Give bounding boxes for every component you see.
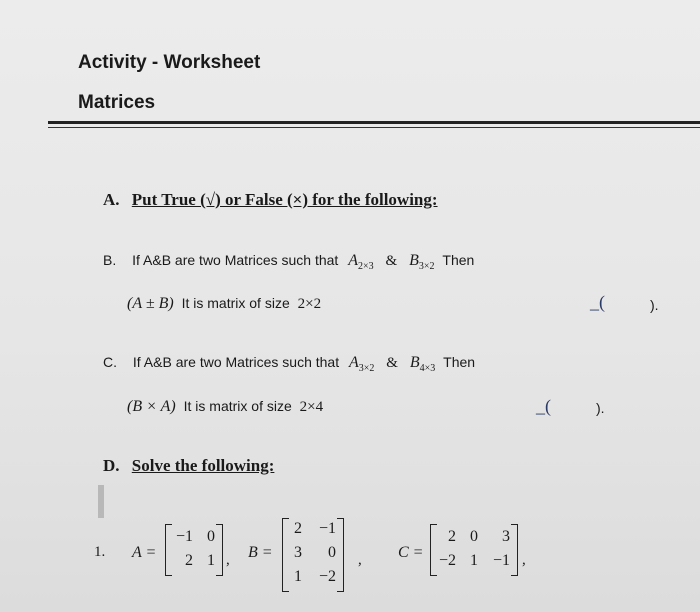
section-c-m1: A xyxy=(348,354,359,371)
section-b-size-text: It is matrix of size xyxy=(181,295,290,311)
section-c-m2: B xyxy=(409,354,420,371)
section-c-then: Then xyxy=(443,354,476,370)
matrix-b-cell: 2 xyxy=(294,520,302,537)
matrix-b-cell: −1 xyxy=(318,520,336,537)
matrix-c-cell: 3 xyxy=(502,528,510,545)
page-subtitle: Matrices xyxy=(78,92,156,113)
matrix-c-cell: 1 xyxy=(470,552,478,569)
matrix-b-cell: 1 xyxy=(294,568,302,585)
page-title: Activity - Worksheet xyxy=(78,52,261,73)
section-b-amp: & xyxy=(385,253,398,269)
matrix-c xyxy=(430,524,518,576)
section-b-question xyxy=(103,252,474,272)
section-b-m2-sub: 3×2 xyxy=(418,261,435,273)
problem-1-number: 1. xyxy=(94,544,106,560)
section-c-hand-answer: _( xyxy=(536,396,551,416)
section-c-m2-sub: 4×3 xyxy=(419,363,436,375)
matrix-c-cell: −2 xyxy=(438,552,456,569)
section-d xyxy=(103,456,274,476)
matrix-a-sep: , xyxy=(226,552,230,568)
matrix-b-name: B = xyxy=(248,544,273,561)
section-b-close: ). xyxy=(650,297,659,313)
section-c-expr: (B × A) xyxy=(127,398,176,415)
section-b-m1-sub: 2×3 xyxy=(358,261,374,273)
matrix-a-cell: 2 xyxy=(185,552,193,569)
section-b-label: B. xyxy=(103,252,117,268)
matrix-a xyxy=(165,524,223,576)
section-d-heading: Solve the following: xyxy=(131,456,275,475)
matrix-c-name: C = xyxy=(398,544,424,561)
matrix-c-cell: 2 xyxy=(448,528,456,545)
section-c-label: C. xyxy=(103,354,117,370)
section-c-statement xyxy=(127,398,323,416)
section-b-expr: (A ± B) xyxy=(127,295,174,312)
section-b-text: If A&B are two Matrices such that xyxy=(132,252,339,268)
section-d-label: D. xyxy=(103,456,120,475)
section-c-close: ). xyxy=(596,400,605,416)
section-a-heading: Put True (√) or False (×) for the following: xyxy=(131,190,438,209)
matrix-a-cell: 1 xyxy=(207,552,215,569)
matrix-c-sep: , xyxy=(522,552,526,568)
matrix-a-cell: −1 xyxy=(175,528,193,545)
margin-marker xyxy=(98,485,104,518)
matrix-b-sep: , xyxy=(358,552,362,568)
section-b-m2: B xyxy=(409,252,419,269)
matrix-c-cell: −1 xyxy=(492,552,510,569)
section-b-statement xyxy=(127,295,321,313)
section-a xyxy=(103,190,438,210)
section-b-hand-answer: _( xyxy=(590,292,605,312)
divider-thick xyxy=(48,121,700,124)
section-c-question xyxy=(103,354,475,374)
matrix-a-name: A = xyxy=(132,544,157,561)
section-c-size: 2×4 xyxy=(299,399,324,415)
matrix-b-cell: 3 xyxy=(294,544,302,561)
section-a-label: A. xyxy=(103,190,120,209)
section-b-size: 2×2 xyxy=(297,296,322,312)
section-c-m1-sub: 3×2 xyxy=(358,363,375,375)
section-b-m1: A xyxy=(348,252,358,269)
section-b-then: Then xyxy=(442,252,475,268)
section-c-size-text: It is matrix of size xyxy=(183,398,292,414)
section-c-amp: & xyxy=(386,355,398,371)
matrix-b-cell: −2 xyxy=(318,568,336,585)
matrix-a-cell: 0 xyxy=(207,528,215,545)
section-c-text: If A&B are two Matrices such that xyxy=(132,354,340,370)
matrix-b-cell: 0 xyxy=(328,544,336,561)
matrix-c-cell: 0 xyxy=(470,528,478,545)
divider-thin xyxy=(48,127,700,128)
matrix-b xyxy=(282,518,344,592)
